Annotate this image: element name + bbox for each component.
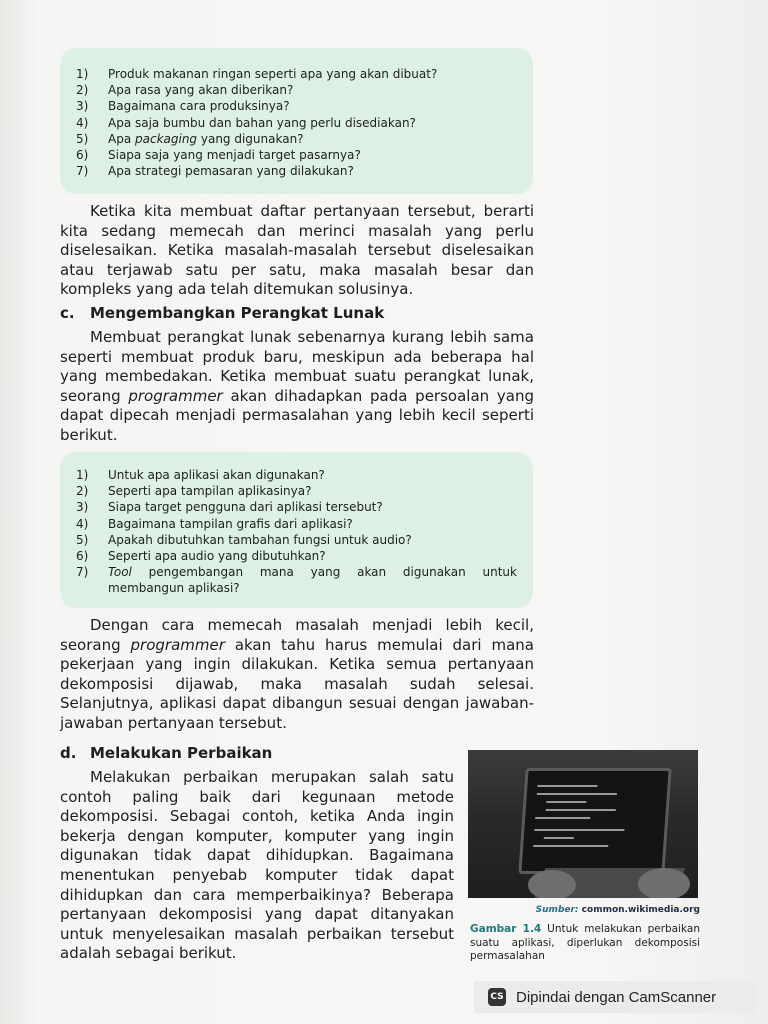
list-item: 2) Seperti apa tampilan aplikasinya?	[76, 484, 312, 499]
list-item: 5) Apakah dibutuhkan tambahan fungsi untuk audio?	[76, 532, 412, 547]
question-list-snack	[60, 48, 533, 179]
question-box-snack	[60, 48, 533, 194]
list-item: 4) Apa saja bumbu dan bahan yang perlu disediakan?	[76, 115, 416, 130]
paragraph-decomposition-summary: Ketika kita membuat daftar pertanyaan tersebut, berarti kita sedang memecah dan merinci masalah yang perlu diselesaikan. Ketika masalah-masalah tersebut diselesaikan atau terjawab satu per satu, maka masalah besar dan kompleks yang ada telah ditemukan solusinya.	[60, 202, 534, 299]
list-item: 7) Tool pengembangan mana yang akan digunakan untuk membangun aplikasi?	[76, 565, 517, 596]
figure-caption-text: Gambar 1.4 Untuk melakukan perbaikan suatu aplikasi, diperlukan dekomposisi permasalahan	[470, 923, 701, 962]
camscanner-text: Dipindai dengan CamScanner	[516, 988, 717, 1006]
section-heading-c: c. Mengembangkan Perangkat Lunak	[60, 304, 385, 322]
camscanner-watermark	[474, 981, 756, 1013]
question-list-software	[60, 452, 533, 597]
figure-caption	[470, 905, 700, 964]
list-item: 3) Bagaimana cara produksinya?	[76, 99, 290, 114]
figure-source: Sumber: common.wikimedia.org	[535, 905, 700, 915]
laptop-photo	[468, 750, 698, 898]
list-item: 3) Siapa target pengguna dari aplikasi tersebut?	[76, 500, 383, 515]
list-item: 5) Apa packaging yang digunakan?	[76, 131, 304, 146]
list-item: 1) Untuk apa aplikasi akan digunakan?	[76, 468, 325, 482]
list-item: 6) Siapa saja yang menjadi target pasarnya?	[76, 148, 361, 163]
list-item: 2) Apa rasa yang akan diberikan?	[76, 83, 294, 98]
paragraph-programmer-decomposition: Dengan cara memecah masalah menjadi lebih kecil, seorang programmer akan tahu harus memulai dari mana pekerjaan yang ingin dilakukan. Ketika semua pertanyaan dekomposisi dijawab, maka masalah sudah selesai. Selanjutnya, aplikasi dapat dibangun sesuai dengan jawaban-jawaban pertanyaan tersebut.	[60, 616, 534, 732]
list-item: 1) Produk makanan ringan seperti apa yang akan dibuat?	[76, 67, 438, 81]
camscanner-icon: CS	[488, 988, 506, 1006]
paragraph-repair: Melakukan perbaikan merupakan salah satu contoh paling baik dari kegunaan metode dekomposisi. Sebagai contoh, ketika Anda ingin bekerja dengan komputer, komputer yang ingin digunakan tidak dapat dihidupkan. Bagaimana menentukan penyebab komputer tidak dapat dihidupkan dan cara memperbaikinya? Beberapa pertanyaan dekomposisi yang dapat ditanyakan untuk menyelesaikan masalah perbaikan tersebut adalah sebagai berikut.	[60, 768, 454, 963]
list-item: 6) Seperti apa audio yang dibutuhkan?	[76, 549, 326, 564]
laptop-screen	[518, 768, 671, 874]
paragraph-software-intro: Membuat perangkat lunak sebenarnya kurang lebih sama seperti membuat produk baru, meskipun ada beberapa hal yang membedakan. Ketika membuat suatu perangkat lunak, seorang programmer akan dihadapkan pada persoalan yang dapat dipecah menjadi permasalahan yang lebih kecil seperti berikut.	[60, 328, 534, 444]
list-item: 7) Apa strategi pemasaran yang dilakukan?	[76, 164, 354, 179]
list-item: 4) Bagaimana tampilan grafis dari aplikasi?	[76, 516, 353, 531]
question-box-software	[60, 452, 533, 608]
section-heading-d: d. Melakukan Perbaikan	[60, 744, 273, 762]
